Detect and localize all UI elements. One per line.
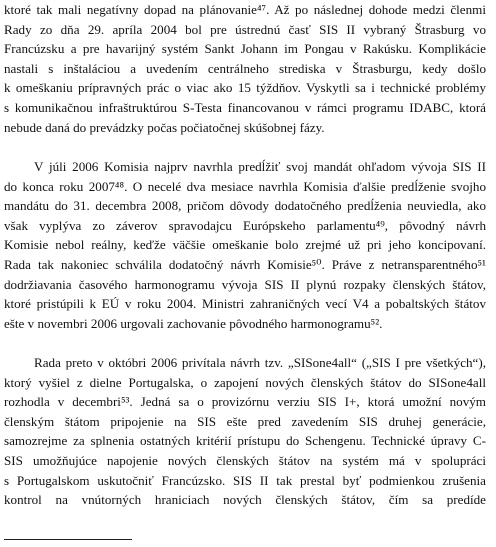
text-line: Rada preto v októbri 2006 privítala návrh tzv. „SISone4all“ („SIS I pre všetkých“), (34, 355, 486, 370)
text-line: ktoré tak mali negatívny dopad na plánovanie⁴⁷. Až po následnej dohode medzi členmi (4, 2, 486, 17)
text-line: kontrol na vnútorných hraniciach nových členských štátov, čím sa predíde (4, 492, 486, 508)
text-line: členským štátom pripojenie na SIS ešte pred zavedením SIS druhej generácie, (4, 413, 486, 429)
text-line: ktoré pristúpili k EÚ v roku 2004. Ministri zahraničných vecí V4 a pobaltských štátov (4, 296, 486, 312)
text-line: rozhodla v decembri⁵³. Jedná sa o provizórnu verziu SIS I+, ktorá umožní novým (4, 394, 486, 410)
paragraph-site-selection (4, 0, 486, 137)
text-line: nebude daná do prevádzky počas počiatočnej skúšobnej fázy. (4, 119, 325, 135)
text-line: Francúzsku a pre havarijný systém Sankt Johann im Pongau v Rakúsku. Komplikácie (4, 41, 486, 57)
text-line: dodržiavania časového harmonogramu vývoja SIS II plynú rozpaky členských štátov, (4, 276, 486, 292)
text-line: ktorý vyšiel z dielne Portugalska, o zapojení nových členských štátov do SISone4all (4, 374, 486, 390)
footnote-separator (4, 539, 132, 540)
paragraph-sisone4all (4, 353, 486, 510)
text-line: V júli 2006 Komisia najprv navrhla predĺžiť svoj mandát ohľadom vývoja SIS II (34, 159, 486, 174)
text-line: nastali s inštaláciou a uvedením centrálneho strediska v Štrasburgu, kedy došlo (4, 60, 486, 76)
text-line: mandátu do 31. decembra 2008, pričom dôvody dodatočného predĺženia neuviedla, ako (4, 198, 486, 214)
text-line: Komisie nebol reálny, keďže väčšie omeškanie bolo zrejmé už pri jeho koncipovaní. (4, 237, 486, 253)
text-line: však vyplýva zo záverov spravodajcu Európskeho parlamentu⁴⁹, pôvodný návrh (4, 217, 486, 233)
text-line: Rada tak nakoniec schválila dodatočný návrh Komisie⁵⁰. Práve z netransparentného⁵¹ (4, 256, 486, 272)
text-line: samozrejme za splnenia ostatných kritérií prístupu do Schengenu. Technické úpravy C- (4, 433, 486, 449)
paragraph-commission-mandate (4, 157, 486, 333)
text-line: s komunikačnou infraštruktúrou S-Testa financovanou v rámci programu IDABC, ktorá (4, 99, 486, 115)
text-line: k omeškaniu prípravných prác o viac ako 15 týždňov. Vyskytli sa i technické problémy (4, 80, 486, 96)
text-line: do konca roku 2007⁴⁸. O necelé dva mesiace navrhla Komisia ďalšie predĺženie svojho (4, 178, 486, 194)
text-line: s Portugalskom uskutočniť Francúzsko. SIS II tak prestal byť podmienkou zrušenia (4, 472, 486, 488)
text-line: SIS umožňujúce napojenie nových členských štátov na systém má v spolupráci (4, 452, 486, 468)
text-line: Rady zo dňa 29. apríla 2004 bol pre ústrednú časť SIS II vybraný Štrasburg vo (4, 21, 486, 37)
text-line: ešte v novembri 2006 urgovali zachovanie pôvodného harmonogramu⁵². (4, 315, 383, 331)
